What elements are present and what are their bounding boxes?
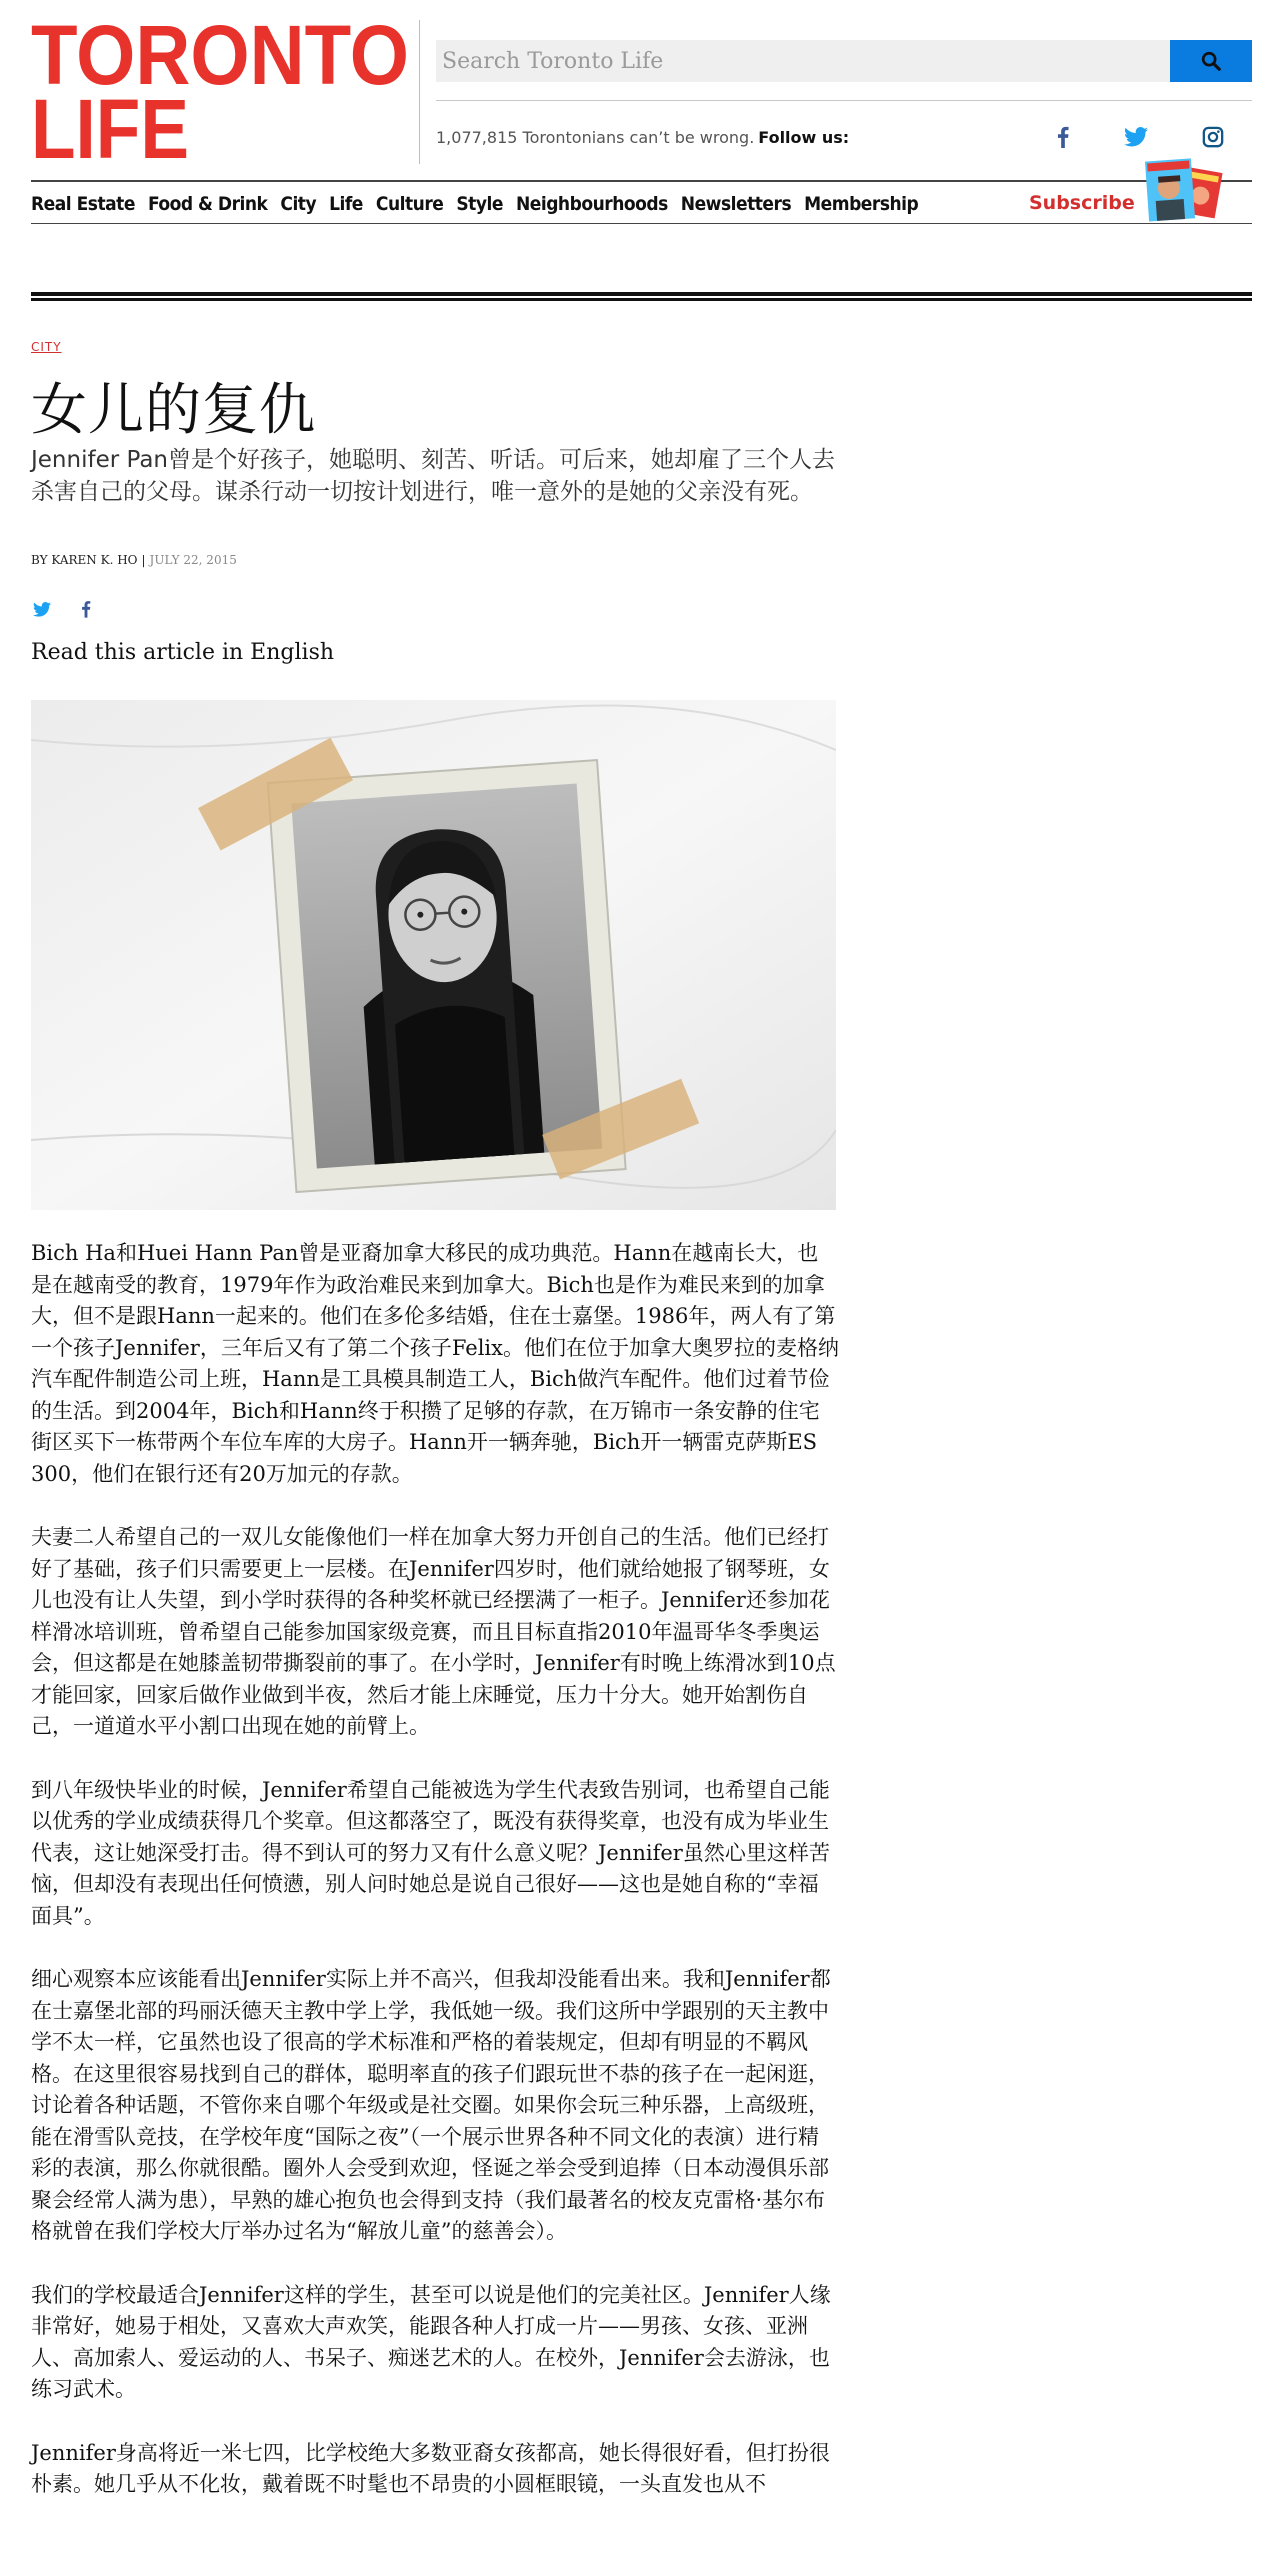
nav-item-membership[interactable]: Membership [804,193,919,215]
nav-item-food-drink[interactable]: Food & Drink [147,193,268,215]
facebook-icon[interactable] [1050,124,1076,150]
logo-line-1: TORONTO [31,18,409,102]
search-form [436,40,1252,82]
article-top-double-rule [31,292,1252,301]
article-byline [31,553,237,567]
article-paragraph: 夫妻二人希望自己的一双儿女能像他们一样在加拿大努力开创自己的生活。他们已经打好了基础，孩子们只需要更上一层楼。在Jennifer四岁时，他们就给她报了钢琴班，女儿也没有让人失望，到小学时获得的各种奖杯就已经摆满了一柜子。Jennifer还参加花样滑冰培训班，曾希望自己能参加国家级竞赛，而且目标直指2010年温哥华冬季奥运会，但这都是在她膝盖韧带撕裂前的事了。在小学时，Jennifer有时晚上练滑冰到10点才能回家，回家后做作业做到半夜，然后才能上床睡觉，压力十分大。她开始割伤自己，一道道水平小割口出现在她的前臂上。 [31,1525,836,1738]
social-tagline [436,128,849,147]
article-paragraph: 我们的学校最适合Jennifer这样的学生，甚至可以说是他们的完美社区。Jennifer人缘非常好，她易于相处，又喜欢大声欢笑，能跟各种人打成一片——男孩、女孩、亚洲人、高加索人、爱运动的人、书呆子、痴迷艺术的人。在校外，Jennifer会去游泳，也练习武术。 [31,2282,831,2401]
search-button[interactable] [1170,40,1252,82]
magazine-cover-thumbnail[interactable] [1141,158,1225,222]
reader-count-text: 1,077,815 Torontonians can’t be wrong. [436,128,755,147]
article-dek: Jennifer Pan曾是个好孩子，她聪明、刻苦、听话。可后来，她却雇了三个人去杀害自己的父母。谋杀行动一切按计划进行，唯一意外的是她的父亲没有死。 [31,447,836,505]
header-divider [419,20,420,164]
search-icon [1200,50,1222,72]
article-paragraph: Jennifer身高将近一米七四，比学校绝大多数亚裔女孩都高，她长得很好看，但打扮很朴素。她几乎从不化妆，戴着既不时髦也不昂贵的小圆框眼镜，一头直发也从不 [31,2440,830,2496]
facebook-share-icon[interactable] [75,598,97,620]
article-paragraph: Bich Ha和Huei Hann Pan曾是亚裔加拿大移民的成功典范。Hann在越南长大，也是在越南受的教育，1979年作为政治难民来到加拿大。Bich也是作为难民来到的加拿大，但不是跟Hann一起来的。他们在多伦多结婚，住在士嘉堡。1986年，两人有了第一个孩子Jennifer，三年后又有了第二个孩子Felix。他们在位于加拿大奥罗拉的麦格纳汽车配件制造公司上班，Hann是工具模具制造工人，Bich做汽车配件。他们过着节俭的生活。到2004年，Bich和Hann终于积攒了足够的存款，在万锦市一条安静的住宅街区买下一栋带两个车位车库的大房子。Hann开一辆奔驰，Bich开一辆雷克萨斯ES 300，他们在银行还有20万加元的存款。 [31,1241,839,1486]
article-paragraph: 细心观察本应该能看出Jennifer实际上并不高兴，但我却没能看出来。我和Jennifer都在士嘉堡北部的玛丽沃德天主教中学上学，我低她一级。我们这所中学跟别的天主教中学不太一样，它虽然也设了很高的学术标准和严格的着装规定，但却有明显的不羁风格。在这里很容易找到自己的群体，聪明率直的孩子们跟玩世不恭的孩子在一起闲逛，讨论着各种话题，不管你来自哪个年级或是社交圈。如果你会玩三种乐器，上高级班，能在滑雪队竞技，在学校年度“国际之夜”（一个展示世界各种不同文化的表演）进行精彩的表演，那么你就很酷。圈外人会受到欢迎，怪诞之举会受到追捧（日本动漫俱乐部聚会经常人满为患），早熟的雄心抱负也会得到支持（我们最著名的校友克雷格·基尔布格就曾在我们学校大厅举办过名为“解放儿童”的慈善会）。 [31,1967,831,2243]
share-icons [31,598,97,620]
read-in-english-link[interactable]: Read this article in English [31,640,335,665]
nav-item-real-estate[interactable]: Real Estate [31,193,135,215]
byline-date: JULY 22, 2015 [149,553,237,567]
article-hero-image [31,700,836,1210]
taped-school-photo-illustration [31,700,836,1210]
byline-author[interactable]: BY KAREN K. HO [31,553,138,567]
nav-bottom-rule [31,223,1252,224]
nav-top-rule [31,180,1252,182]
article-title: 女儿的复仇 [31,378,316,443]
follow-us-label: Follow us: [758,128,850,147]
twitter-icon[interactable] [1123,124,1149,150]
header-rule [436,100,1252,101]
article-category-link[interactable]: CITY [31,340,62,354]
toronto-life-logo[interactable] [31,18,411,163]
search-input[interactable] [436,40,1170,82]
article-paragraph: 到八年级快毕业的时候，Jennifer希望自己能被选为学生代表致告别词，也希望自己能以优秀的学业成绩获得几个奖章。但这都落空了，既没有获得奖章，也没有成为毕业生代表，这让她深受打击。得不到认可的努力又有什么意义呢？Jennifer虽然心里这样苦恼，但却没有表现出任何愤懑，别人问时她总是说自己很好——这也是她自称的“幸福面具”。 [31,1777,830,1928]
nav-item-style[interactable]: Style [456,193,503,215]
nav-item-neighbourhoods[interactable]: Neighbourhoods [515,193,668,215]
nav-item-newsletters[interactable]: Newsletters [680,193,792,215]
article-body [31,1238,839,2533]
logo-line-2: LIFE [31,82,189,163]
instagram-icon[interactable] [1200,124,1226,150]
nav-item-life[interactable]: Life [329,193,363,215]
logo-wordmark [31,18,411,163]
nav-item-culture[interactable]: Culture [375,193,444,215]
nav-item-city[interactable]: City [280,193,317,215]
byline-separator: | [141,553,146,567]
subscribe-link[interactable]: Subscribe [1029,192,1135,214]
twitter-share-icon[interactable] [31,598,53,620]
social-follow-icons [1050,124,1250,154]
